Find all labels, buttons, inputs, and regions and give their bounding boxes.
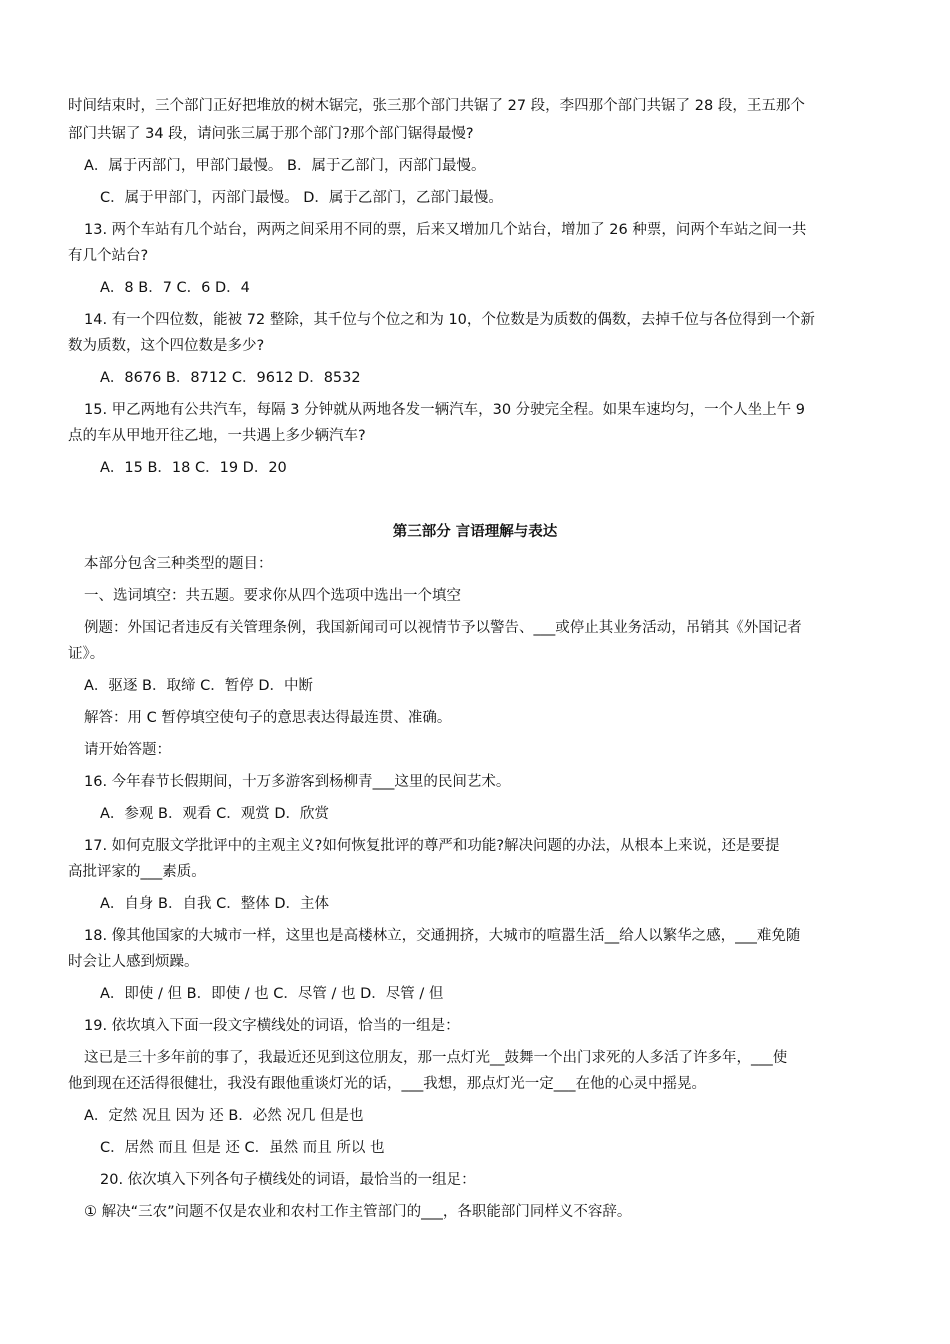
question-15-options: A．15 B．18 C．19 D．20: [100, 460, 287, 476]
question-12-text-line-2: 部门共锯了 34 段，请问张三属于那个部门?那个部门锯得最慢?: [68, 126, 474, 142]
question-13-text-line-1: 13. 两个车站有几个站台，两两之间采用不同的票，后来又增加几个站台，增加了 26 种票，问两个车站之间一共: [84, 222, 807, 238]
section-title: 第三部分 言语理解与表达: [392, 524, 558, 540]
question-12-options-cd: C．属于甲部门，丙部门最慢。 D．属于乙部门，乙部门最慢。: [100, 190, 503, 206]
question-13-options: A．8 B．7 C．6 D．4: [100, 280, 250, 296]
question-20-item-1: ① 解决“三农”问题不仅是农业和农村工作主管部门的___，各职能部门同样义不容辞。: [84, 1204, 632, 1220]
example-text-line-2: 证》。: [68, 646, 105, 662]
example-options: A．驱逐 B．取缔 C．暂停 D．中断: [84, 678, 313, 694]
question-19-text: 19. 依坎填入下面一段文字横线处的词语，恰当的一组是：: [84, 1018, 460, 1034]
example-answer: 解答：用 C 暂停填空使句子的意思表达得最连贯、准确。: [84, 710, 452, 726]
question-16-options: A．参观 B．观看 C．观赏 D．欣赏: [100, 806, 329, 822]
question-14-text-line-2: 数为质数，这个四位数是多少?: [68, 338, 265, 354]
question-14-options: A．8676 B．8712 C．9612 D．8532: [100, 370, 361, 386]
question-type-1: 一、选词填空：共五题。要求你从四个选项中选出一个填空: [84, 588, 461, 604]
section-intro: 本部分包含三种类型的题目：: [84, 556, 273, 572]
question-16-text: 16. 今年春节长假期间，十万多游客到杨柳青___这里的民间艺术。: [84, 774, 511, 790]
question-17-options: A．自身 B．自我 C．整体 D．主体: [100, 896, 329, 912]
question-19-passage-line-2: 他到现在还活得很健壮，我没有跟他重谈灯光的话，___我想，那点灯光一定___在他的心灵中摇晃。: [68, 1076, 706, 1092]
question-14-text-line-1: 14. 有一个四位数，能被 72 整除，其千位与个位之和为 10，个位数是为质数的偶数，去掉千位与各位得到一个新: [84, 312, 815, 328]
question-19-options-ab: A．定然 况且 因为 还 B．必然 况几 但是也: [84, 1108, 364, 1124]
question-15-text-line-1: 15. 甲乙两地有公共汽车，每隔 3 分钟就从两地各发一辆汽车，30 分驶完全程。如果车速均匀，一个人坐上午 9: [84, 402, 806, 418]
start-prompt: 请开始答题：: [84, 742, 171, 758]
question-19-passage-line-1: 这已是三十多年前的事了，我最近还见到这位朋友，那一点灯光__鼓舞一个出门求死的人多活了许多年，___使: [84, 1050, 788, 1066]
example-text-line-1: 例题：外国记者违反有关管理条例，我国新闻司可以视情节予以警告、___或停止其业务活动，吊销其《外国记者: [84, 620, 802, 636]
question-18-text-line-2: 时会让人感到烦躁。: [68, 954, 199, 970]
question-17-text-line-1: 17. 如何克服文学批评中的主观主义?如何恢复批评的尊严和功能?解决问题的办法，从根本上来说，还是要提: [84, 838, 780, 854]
question-15-text-line-2: 点的车从甲地开往乙地，一共遇上多少辆汽车?: [68, 428, 366, 444]
question-18-text-line-1: 18. 像其他国家的大城市一样，这里也是高楼林立，交通拥挤，大城市的喧嚣生活__给人以繁华之感，___难免随: [84, 928, 801, 944]
question-12-options-ab: A．属于丙部门，甲部门最慢。 B．属于乙部门，丙部门最慢。: [84, 158, 486, 174]
question-20-text: 20. 依次填入下列各句子横线处的词语，最恰当的一组足：: [100, 1172, 476, 1188]
question-12-text-line-1: 时间结束时，三个部门正好把堆放的树木锯完，张三那个部门共锯了 27 段，李四那个部门共锯了 28 段，王五那个: [68, 98, 805, 114]
question-17-text-line-2: 高批评家的___素质。: [68, 864, 206, 880]
question-18-options: A．即使 / 但 B．即使 / 也 C．尽管 / 也 D．尽管 / 但: [100, 986, 444, 1002]
question-13-text-line-2: 有几个站台?: [68, 248, 149, 264]
question-19-options-cd: C．居然 而且 但是 还 C．虽然 而且 所以 也: [100, 1140, 385, 1156]
